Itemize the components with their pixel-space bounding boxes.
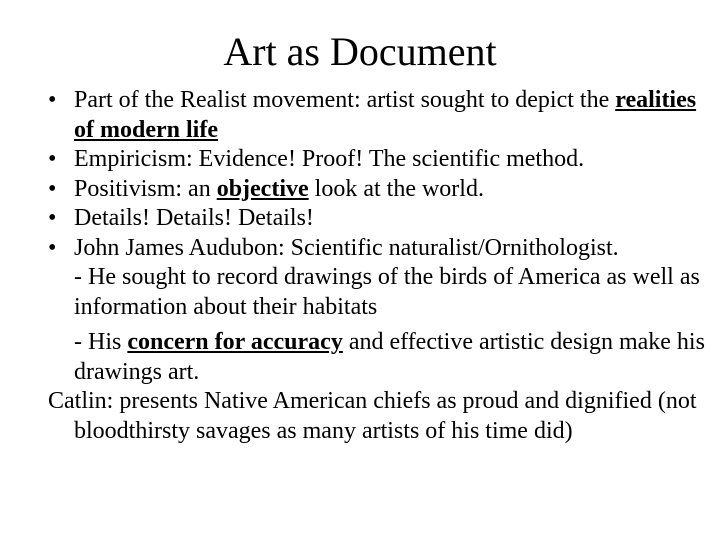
sub-point-text-tail: and effective artistic design make his drawings art. xyxy=(74,329,705,385)
emphasis-text: objective xyxy=(216,175,309,202)
bullet-item-audubon xyxy=(48,234,708,264)
bullet-item-positivism xyxy=(48,175,708,205)
sub-point-accuracy xyxy=(48,328,708,387)
bullet-text-tail: look at the world. xyxy=(308,175,484,202)
bullet-text: Empiricism: Evidence! Proof! The scientific method. xyxy=(74,146,585,172)
bullet-item-empiricism xyxy=(48,145,708,175)
bullet-text: Part of the Realist movement: artist sought to depict the xyxy=(74,87,616,113)
emphasis-text: realities of modern life xyxy=(74,87,697,143)
bullet-glyph: • xyxy=(48,234,57,261)
sub-point-text: - He sought to record drawings of the birds of America as well as information about their habitats xyxy=(74,264,700,320)
bullet-text: Details! Details! Details! xyxy=(74,205,314,231)
bullet-glyph: • xyxy=(48,146,57,172)
slide-title: Art as Document xyxy=(223,29,497,74)
emphasis-text: concern for accuracy xyxy=(127,329,343,355)
bullet-item-details xyxy=(48,204,708,234)
slide-body xyxy=(48,86,708,446)
sub-point-record xyxy=(48,263,708,322)
bullet-glyph: • xyxy=(48,87,57,113)
bullet-item-realist xyxy=(48,86,708,145)
sub-point-text: - His xyxy=(74,329,128,355)
bullet-glyph: • xyxy=(48,175,57,202)
closing-paragraph: Catlin: presents Native American chiefs as proud and dignified (not bloodthirsty savages as many artists of his time did) xyxy=(48,388,697,444)
bullet-text: Positivism: an xyxy=(74,175,217,202)
bullet-glyph: • xyxy=(48,205,57,231)
bullet-text: John James Audubon: Scientific naturalist/Ornithologist. xyxy=(74,234,619,261)
